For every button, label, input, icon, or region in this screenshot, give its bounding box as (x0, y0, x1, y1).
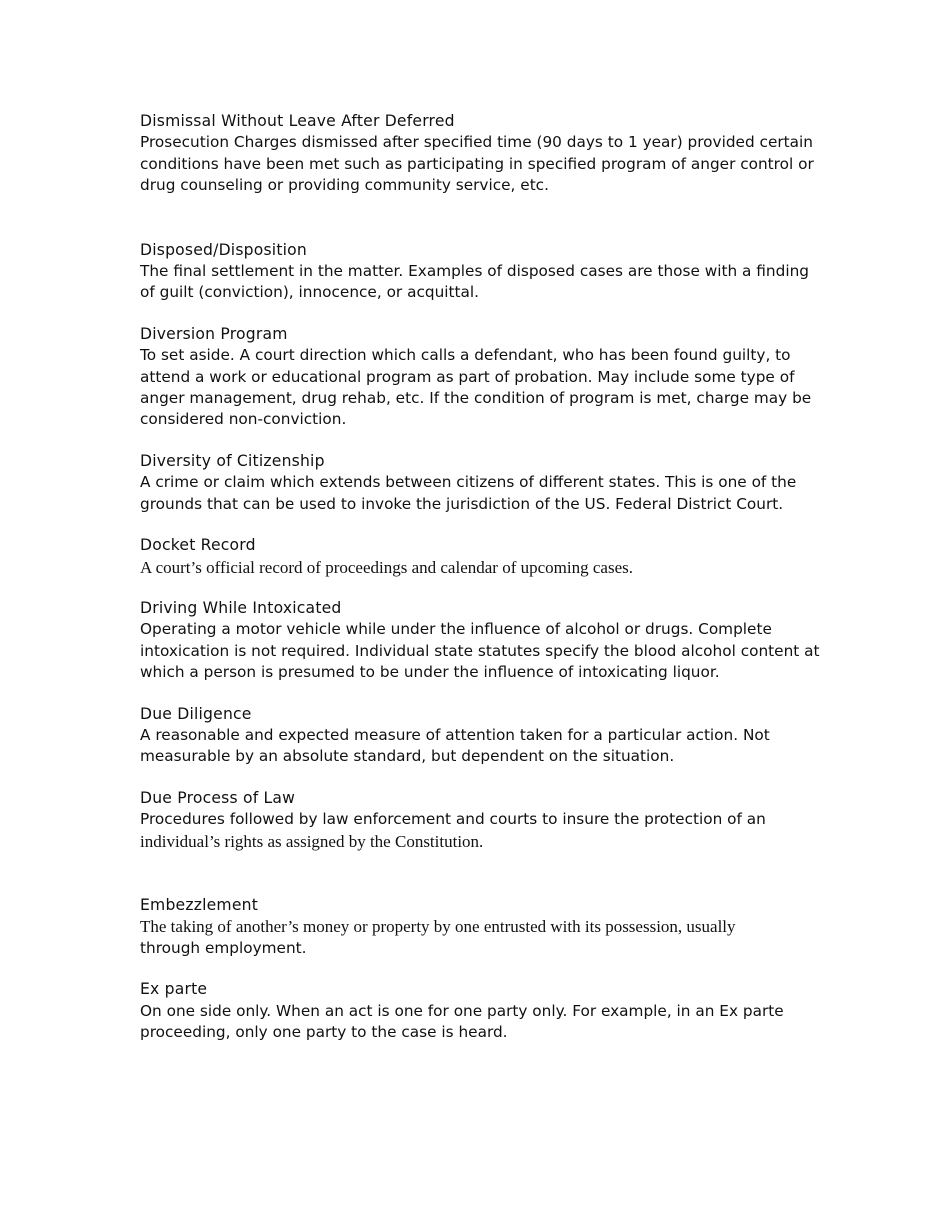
glossary-entry-due-process (140, 788, 820, 852)
glossary-entry-embezzlement (140, 895, 820, 959)
entry-term: Embezzlement (140, 895, 259, 914)
entry-term: Diversion Program (140, 324, 288, 343)
entry-definition: Prosecution Charges dismissed after specified time (90 days to 1 year) provided certain conditions have been met such as participating in specified program of anger control or drug counseling or providing community service, etc. (140, 133, 814, 195)
entry-definition: On one side only. When an act is one for one party only. For example, in an Ex parte proceeding, only one party to the case is heard. (140, 1001, 784, 1041)
glossary-list (140, 111, 820, 1043)
entry-term: Ex parte (140, 980, 208, 999)
glossary-entry-disposition (140, 240, 820, 304)
entry-term: Disposed/Disposition (140, 240, 308, 259)
entry-term: Diversity of Citizenship (140, 451, 325, 470)
entry-term: Docket Record (140, 536, 256, 555)
entry-definition: Operating a motor vehicle while under the influence of alcohol or drugs. Complete intoxication is not required. Individual state statutes specify the blood alcohol content at which a person is presumed to be under the influence of intoxicating liquor. (140, 620, 820, 682)
entry-definition: To set aside. A court direction which calls a defendant, who has been found guilty, to attend a work or educational program as part of probation. May include some type of anger management, drug rehab, etc. If the condition of program is met, charge may be considered non-conviction. (140, 346, 812, 429)
entry-term: Due Process of Law (140, 788, 296, 807)
glossary-entry-diversion-program (140, 324, 820, 431)
glossary-entry-dismissal (140, 111, 820, 197)
entry-term: Due Diligence (140, 704, 252, 723)
entry-definition-line-1: The taking of another’s money or property by one entrusted with its possession, usually (140, 917, 736, 937)
entry-term: Dismissal Without Leave After Deferred (140, 112, 455, 130)
glossary-entry-due-diligence (140, 704, 820, 768)
entry-term: Driving While Intoxicated (140, 598, 342, 617)
glossary-entry-ex-parte (140, 979, 820, 1043)
glossary-entry-docket-record (140, 535, 820, 578)
entry-definition-line-1: Procedures followed by law enforcement and courts to insure the protection of an (140, 810, 766, 829)
entry-definition: The final settlement in the matter. Examples of disposed cases are those with a finding of guilt (conviction), innocence, or acquittal. (140, 262, 809, 302)
entry-definition-line-2: through employment. (140, 938, 307, 957)
glossary-entry-diversity-of-citizenship (140, 451, 820, 515)
entry-definition: A reasonable and expected measure of attention taken for a particular action. Not measurable by an absolute standard, but dependent on the situation. (140, 725, 770, 766)
entry-definition: A court’s official record of proceedings and calendar of upcoming cases. (140, 557, 633, 577)
glossary-entry-driving-while-intoxicated (140, 598, 820, 684)
entry-definition-line-2: individual’s rights as assigned by the Constitution. (140, 831, 484, 851)
entry-definition: A crime or claim which extends between citizens of different states. This is one of the grounds that can be used to invoke the jurisdiction of the US. Federal District Court. (140, 473, 797, 513)
